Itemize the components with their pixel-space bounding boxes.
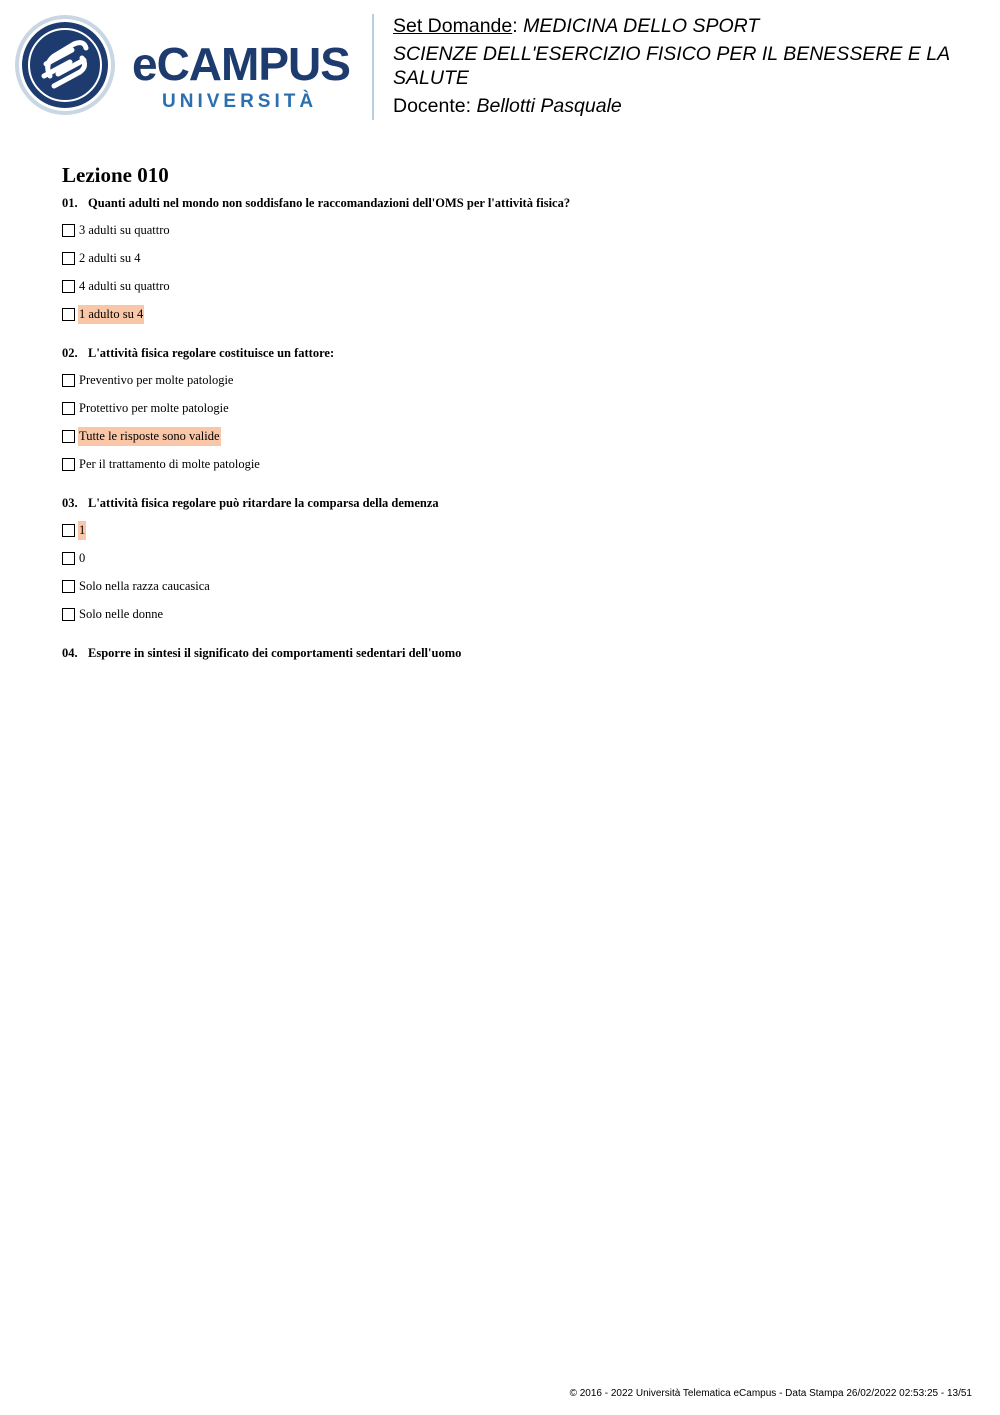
option-checkbox[interactable] [62, 224, 75, 237]
logo-subtitle: UNIVERSITÀ [162, 91, 318, 112]
logo-wordmark: eCAMPUS [132, 38, 350, 90]
docente-label: Docente: [393, 95, 472, 117]
ecampus-logo [14, 14, 359, 118]
question-number: 04. [62, 646, 78, 660]
option-item [62, 422, 942, 450]
page-header [0, 0, 1000, 130]
option-item [62, 244, 942, 272]
option-item [62, 216, 942, 244]
question-text [62, 646, 942, 661]
option-checkbox[interactable] [62, 308, 75, 321]
course-name: MEDICINA DELLO SPORT [523, 15, 760, 37]
option-item [62, 366, 942, 394]
course-info [393, 14, 983, 118]
options-list [62, 516, 942, 628]
option-checkbox[interactable] [62, 552, 75, 565]
option-item [62, 600, 942, 628]
option-item [62, 572, 942, 600]
program-name: SCIENZE DELL'ESERCIZIO FISICO PER IL BENESSERE E LA SALUTE [393, 43, 950, 89]
option-label: Solo nella razza caucasica [79, 578, 210, 593]
option-label: 0 [79, 550, 86, 565]
option-label-correct: 1 adulto su 4 [78, 305, 144, 324]
set-label: Set Domande [393, 15, 513, 37]
option-label: Per il trattamento di molte patologie [79, 456, 260, 471]
option-label: Solo nelle donne [79, 606, 164, 621]
option-item [62, 394, 942, 422]
option-label-correct: 1 [78, 521, 86, 540]
docente-line [393, 94, 983, 118]
question-block [62, 646, 942, 661]
lesson-content [62, 160, 942, 661]
page-footer: © 2016 - 2022 Università Telematica eCampus - Data Stampa 26/02/2022 02:53:25 - 13/51 [569, 1388, 972, 1399]
option-checkbox[interactable] [62, 524, 75, 537]
option-label: 3 adulti su quattro [79, 222, 170, 237]
set-separator: : [512, 15, 518, 37]
question-label: Esporre in sintesi il significato dei comportamenti sedentari dell'uomo [88, 646, 462, 660]
option-item [62, 516, 942, 544]
options-list [62, 366, 942, 478]
header-divider [372, 14, 374, 120]
question-number: 03. [62, 496, 78, 510]
question-label: L'attività fisica regolare può ritardare la comparsa della demenza [88, 496, 439, 510]
question-block [62, 196, 942, 328]
question-label: Quanti adulti nel mondo non soddisfano le raccomandazioni dell'OMS per l'attività fisica? [88, 196, 571, 210]
option-label-correct: Tutte le risposte sono valide [78, 427, 221, 446]
option-item [62, 272, 942, 300]
option-checkbox[interactable] [62, 402, 75, 415]
option-checkbox[interactable] [62, 580, 75, 593]
question-number: 02. [62, 346, 78, 360]
option-label: 4 adulti su quattro [79, 278, 170, 293]
question-block [62, 346, 942, 478]
option-item [62, 544, 942, 572]
option-checkbox[interactable] [62, 280, 75, 293]
option-checkbox[interactable] [62, 608, 75, 621]
question-text [62, 196, 942, 211]
question-label: L'attività fisica regolare costituisce un fattore: [88, 346, 335, 360]
question-text [62, 496, 942, 511]
option-checkbox[interactable] [62, 252, 75, 265]
option-checkbox[interactable] [62, 458, 75, 471]
option-item [62, 300, 942, 328]
option-checkbox[interactable] [62, 374, 75, 387]
options-list [62, 216, 942, 328]
option-item [62, 450, 942, 478]
option-label: Preventivo per molte patologie [79, 372, 234, 387]
lesson-title: Lezione 010 [62, 163, 169, 187]
option-label: Protettivo per molte patologie [79, 400, 229, 415]
docente-name: Bellotti Pasquale [476, 95, 622, 117]
question-text [62, 346, 942, 361]
option-checkbox[interactable] [62, 430, 75, 443]
course-line [393, 14, 983, 38]
question-number: 01. [62, 196, 78, 210]
option-label: 2 adulti su 4 [79, 250, 141, 265]
question-block [62, 496, 942, 628]
